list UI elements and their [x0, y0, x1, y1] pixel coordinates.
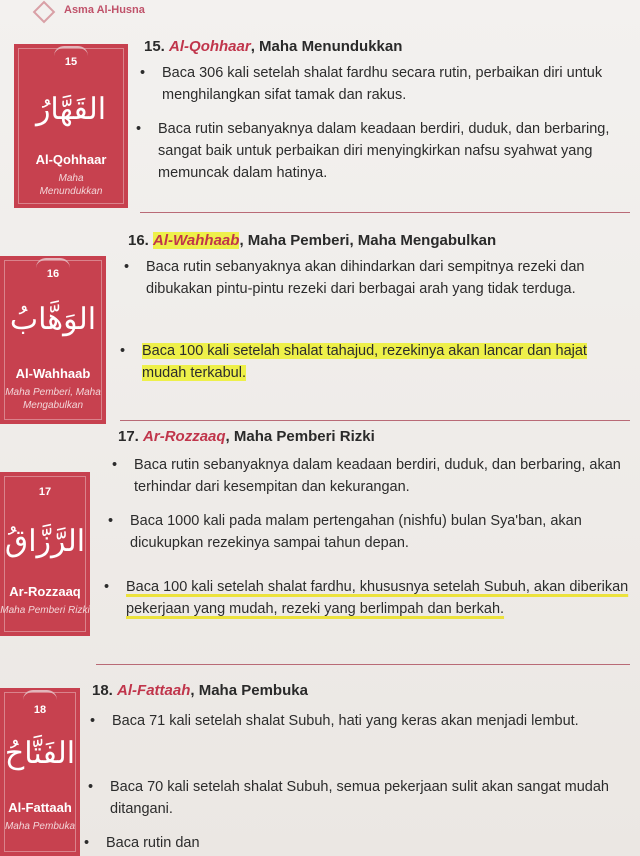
card-name: Al-Wahhaab — [15, 366, 91, 381]
entry-divider — [120, 420, 630, 421]
name-card-15 — [14, 44, 128, 208]
card-name: Al-Fattaah — [8, 800, 72, 815]
entry-17-bullet-1: • Baca rutin sebanyaknya dalam keadaan berdiri, duduk, dan berbaring, akan terhindar dari kesempitan dan kekurangan. — [134, 454, 630, 498]
entry-divider — [140, 212, 630, 213]
entry-name: Al-Qohhaar — [169, 38, 251, 55]
card-arabic-text: القَهَّارُ — [35, 92, 107, 127]
card-name: Ar-Rozzaaq — [9, 584, 81, 599]
entry-title-18: 18. Al-Fattaah, Maha Pembuka — [92, 682, 308, 699]
card-ornament-icon — [23, 690, 57, 702]
entry-title-15: 15. Al-Qohhaar, Maha Menundukkan — [144, 38, 403, 55]
entry-16-bullet-2: • Baca 100 kali setelah shalat tahajud, rezekinya akan lancar dan hajat mudah terkabul. — [142, 340, 630, 384]
page-header — [0, 0, 640, 24]
entry-name: Ar-Rozzaaq — [143, 428, 226, 445]
entry-18-bullet-3: • Baca rutin dan — [106, 832, 606, 854]
card-meaning: Maha Pemberi Rizki — [0, 605, 90, 616]
entry-divider — [96, 664, 630, 665]
bullet-icon: • — [120, 343, 126, 359]
entry-15-bullet-1: • Baca 306 kali setelah shalat fardhu secara rutin, perbaikan diri untuk menghilangkan sifat tamak dan rakus. — [162, 62, 632, 106]
entry-title-16: 16. Al-Wahhaab, Maha Pemberi, Maha Mengabulkan — [128, 232, 497, 249]
bullet-icon: • — [108, 513, 114, 529]
bullet-icon: • — [90, 713, 96, 729]
entry-16-bullet-1: • Baca rutin sebanyaknya akan dihindarkan dari sempitnya rezeki dan dibukakan pintu-pintu rezeki dari berbagai arah yang tidak terduga. — [146, 256, 630, 300]
bullet-icon: • — [88, 779, 94, 795]
bullet-icon: • — [136, 121, 142, 137]
card-arabic-text: الفَتَّاحُ — [4, 736, 76, 771]
entry-title-17: 17. Ar-Rozzaaq, Maha Pemberi Rizki — [118, 428, 375, 445]
bullet-icon: • — [124, 259, 130, 275]
entry-name: Al-Wahhaab — [153, 232, 240, 249]
header-ornament-icon — [33, 1, 56, 24]
entry-18-bullet-2: • Baca 70 kali setelah shalat Subuh, semua pekerjaan sulit akan sangat mudah ditangani. — [110, 776, 610, 820]
name-card-18 — [0, 688, 80, 856]
card-arabic-text: الرَّزَّاقُ — [4, 524, 86, 559]
card-meaning: Maha Menundukkan — [39, 173, 103, 197]
name-card-16 — [0, 256, 106, 424]
card-meaning: Maha Pemberi, Maha Mengabulkan — [5, 387, 101, 411]
card-arabic-text: الوَهَّابُ — [9, 302, 97, 337]
card-number: 17 — [38, 486, 52, 498]
entry-15-bullet-2: • Baca rutin sebanyaknya dalam keadaan berdiri, duduk, dan berbaring, sangat baik untuk perbaikan diri menyingkirkan nafsu syahwat yang memuncak dalam hatinya. — [158, 118, 632, 184]
header-title: Asma Al-Husna — [64, 4, 145, 16]
card-meaning: Maha Pembuka — [4, 821, 76, 832]
entry-name: Al-Fattaah — [117, 682, 191, 699]
bullet-icon: • — [104, 579, 110, 595]
card-number: 16 — [46, 268, 60, 280]
bullet-icon: • — [112, 457, 118, 473]
entry-17-bullet-3: • Baca 100 kali setelah shalat fardhu, khususnya setelah Subuh, akan diberikan pekerjaan yang mudah, rezeki yang berlimpah dan berkah. — [126, 576, 630, 620]
name-card-17 — [0, 472, 90, 636]
entry-18-bullet-1: • Baca 71 kali setelah shalat Subuh, hati yang keras akan menjadi lembut. — [112, 710, 612, 732]
bullet-icon: • — [140, 65, 146, 81]
card-name: Al-Qohhaar — [35, 152, 107, 167]
entry-17-bullet-2: • Baca 1000 kali pada malam pertengahan (nishfu) bulan Sya'ban, akan dicukupkan rezekinya sampai tahun depan. — [130, 510, 630, 554]
card-number: 15 — [64, 56, 78, 68]
bullet-icon: • — [84, 835, 90, 851]
card-number: 18 — [33, 704, 47, 716]
